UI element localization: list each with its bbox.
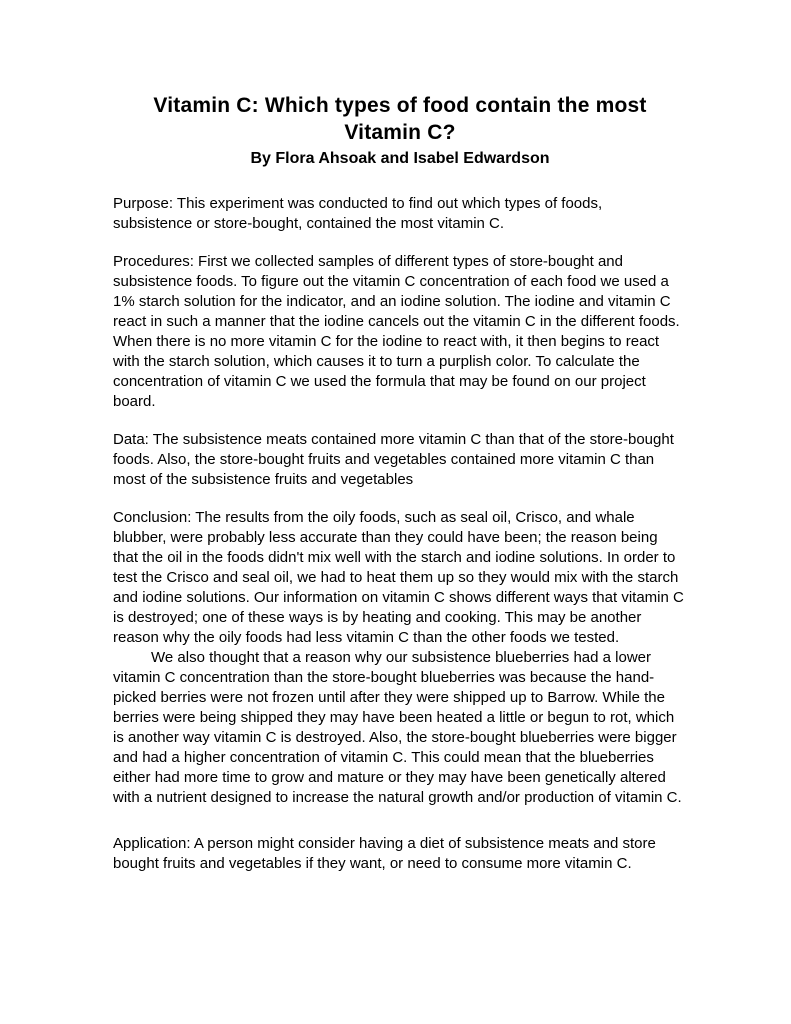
document-byline: By Flora Ahsoak and Isabel Edwardson xyxy=(250,150,550,167)
title-line-1: Vitamin C: Which types of food contain the most xyxy=(153,94,647,117)
paragraph-application: Application: A person might consider having a diet of subsistence meats and store bought fruits and vegetables if they want, or need to consume more vitamin C. xyxy=(113,835,656,872)
document-title xyxy=(113,92,687,146)
paragraph-purpose: Purpose: This experiment was conducted to find out which types of foods, subsistence or store-bought, contained the most vitamin C. xyxy=(113,195,603,232)
paragraph-procedures: Procedures: First we collected samples of different types of store-bought and subsistence foods. To figure out the vitamin C concentration of each food we used a 1% starch solution for the indicator, and an iodine solution. The iodine and vitamin C react in such a manner that the iodine cancels out the vitamin C in the different foods. When there is no more vitamin C for the iodine to react with, it then begins to react with the starch solution, which causes it to turn a purplish color. To calculate the concentration of vitamin C we used the formula that may be found on our project board. xyxy=(113,253,680,410)
title-line-2: Vitamin C? xyxy=(344,121,456,144)
paragraph-conclusion: Conclusion: The results from the oily foods, such as seal oil, Crisco, and whale blubber, were probably less accurate than they could have been; the reason being that the oil in the foods didn't mix well with the starch and iodine solutions. In order to test the Crisco and seal oil, we had to heat them up so they would mix with the starch and iodine solutions. Our information on vitamin C shows different ways that vitamin C is destroyed; one of these ways is by heating and cooking. This may be another reason why the oily foods had less vitamin C than the other foods we tested. xyxy=(113,509,684,646)
paragraph-conclusion-continued: We also thought that a reason why our subsistence blueberries had a lower vitamin C concentration than the store-bought blueberries was because the hand-picked berries were not frozen until after they were shipped up to Barrow. While the berries were being shipped they may have been heated a little or begun to rot, which is another way vitamin C is destroyed. Also, the store-bought blueberries were bigger and had a higher concentration of vitamin C. This could mean that the blueberries either had more time to grow and mature or they may have been genetically altered with a nutrient designed to increase the natural growth and/or production of vitamin C. xyxy=(113,649,682,806)
paragraph-data: Data: The subsistence meats contained more vitamin C than that of the store-bought foods. Also, the store-bought fruits and vegetables contained more vitamin C than most of the subsistence fruits and vegetables xyxy=(113,431,674,488)
